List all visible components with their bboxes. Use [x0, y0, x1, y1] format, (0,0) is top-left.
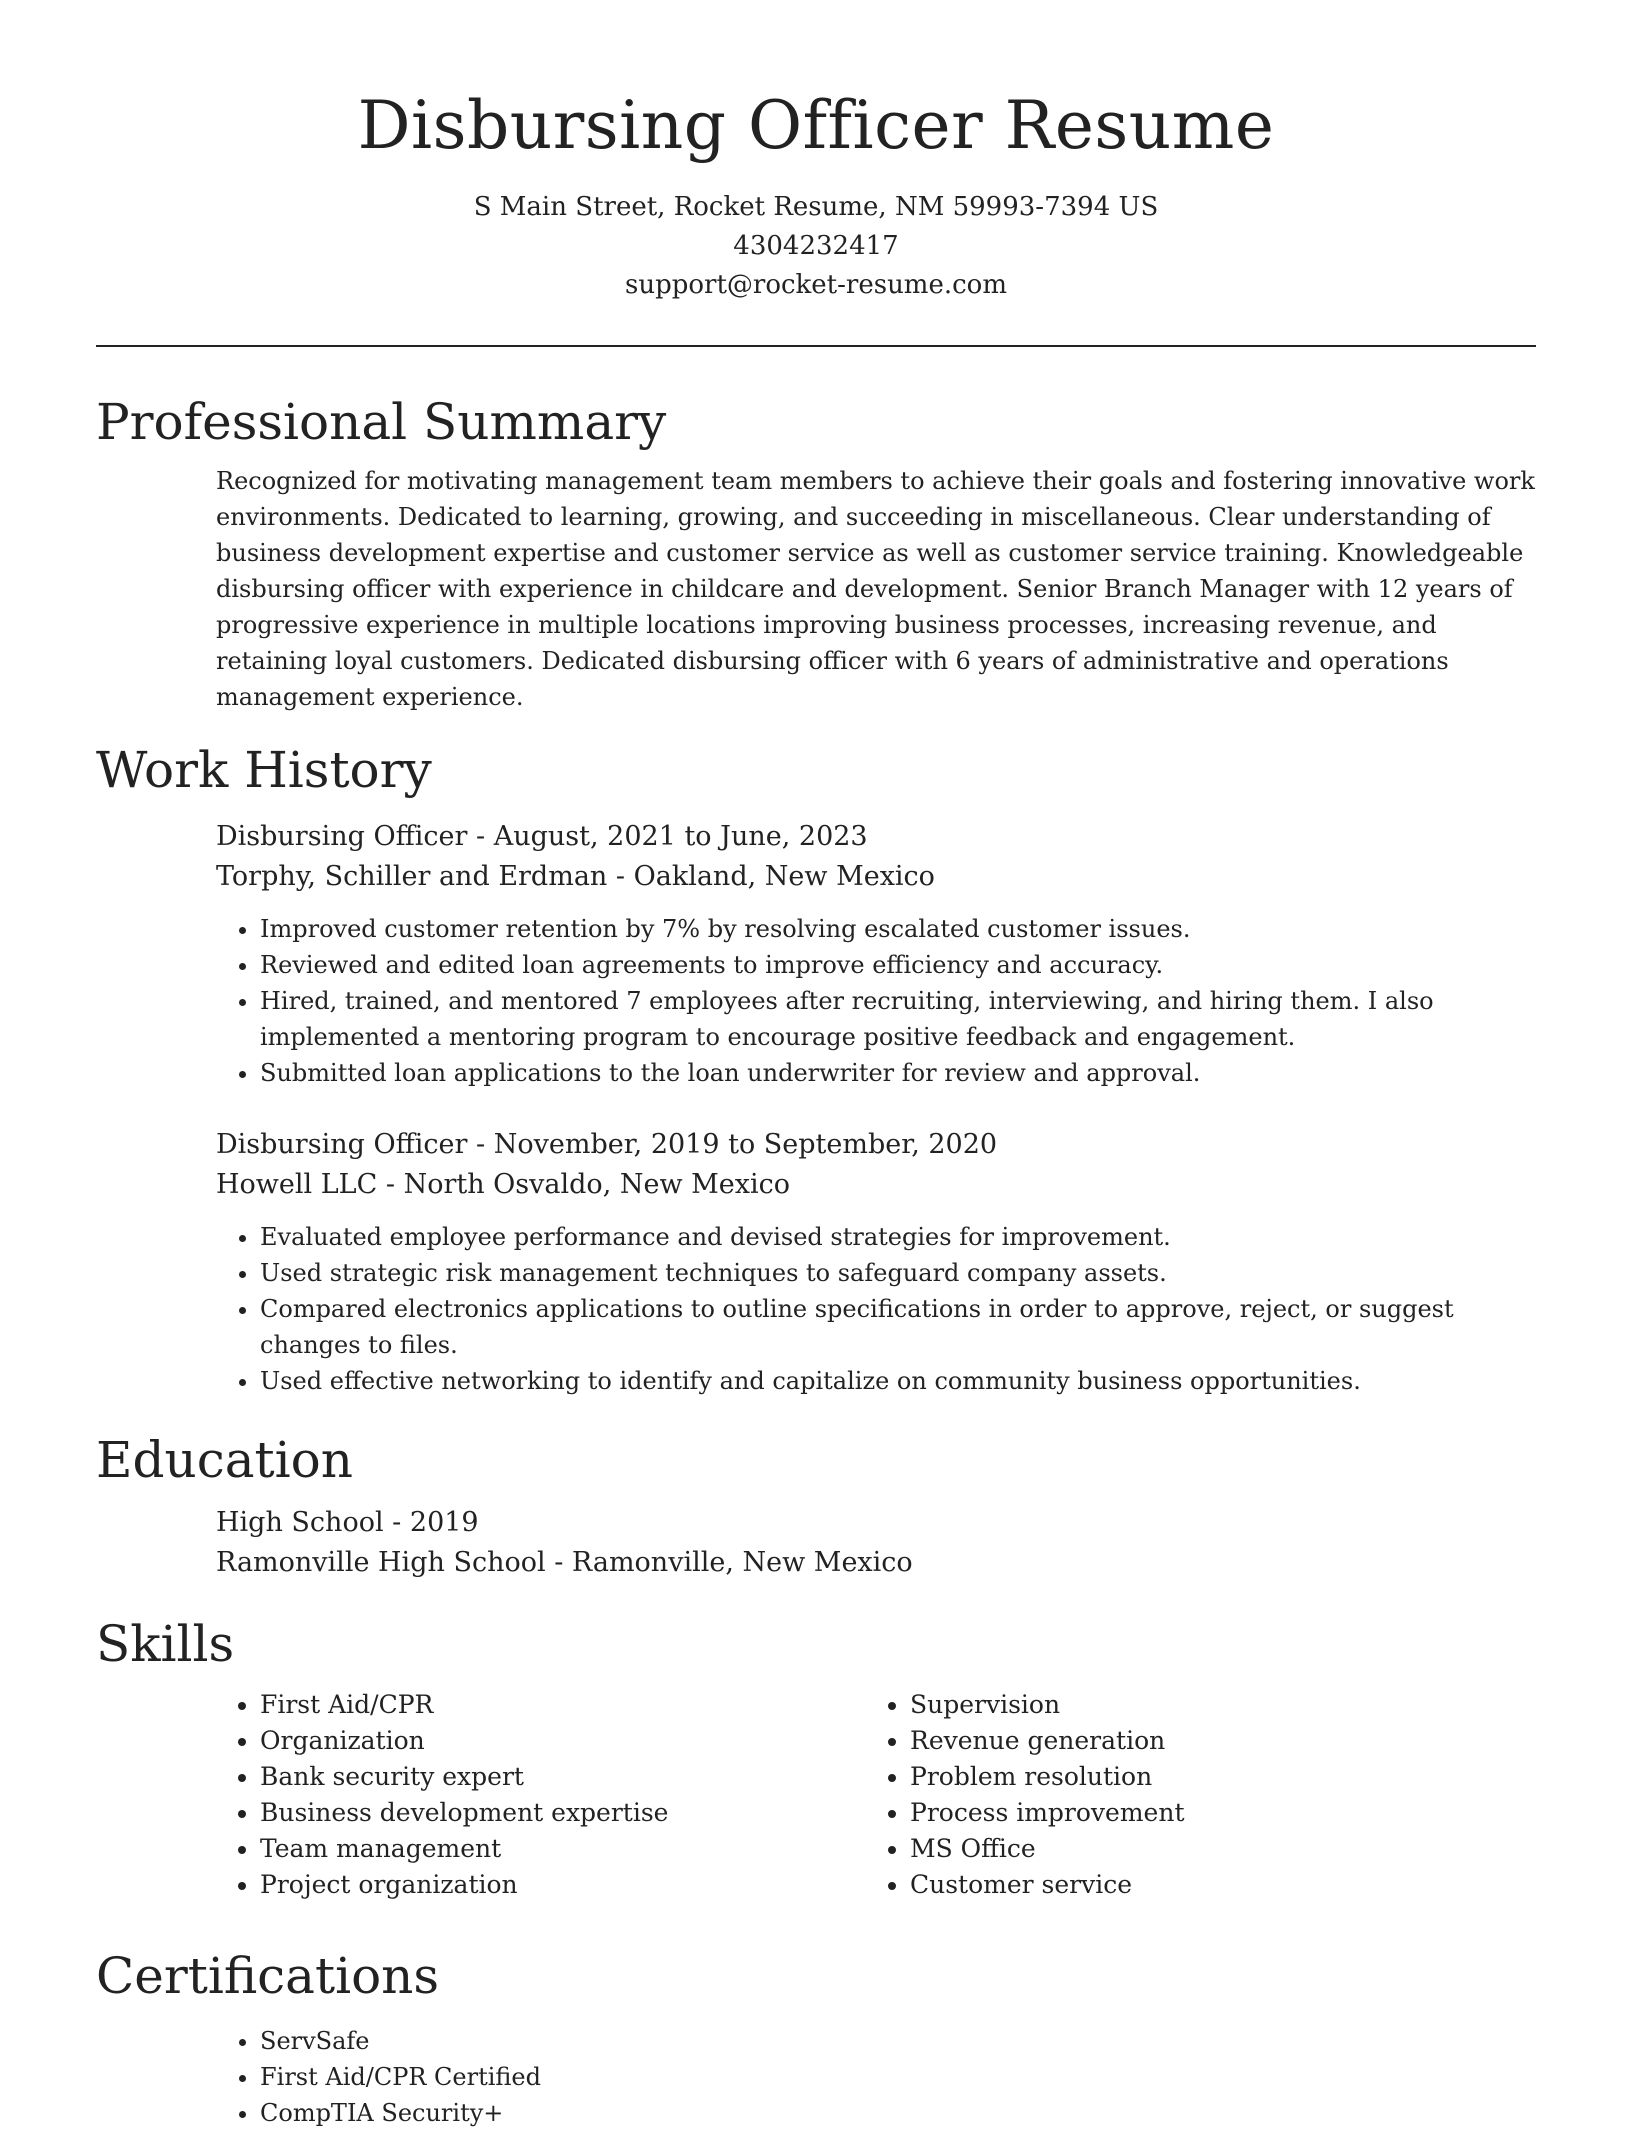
education-degree: High School: [216, 1507, 384, 1538]
skill-item: • Organization: [260, 1723, 866, 1759]
job-dates: November, 2019 to September, 2020: [493, 1129, 998, 1160]
resume-title: Disbursing Officer Resume: [357, 87, 1275, 164]
summary-text: Recognized for motivating management team members to achieve their goals and fostering innovative work environments. Dedicated to learning, growing, and succeeding in miscellaneous. Clear understanding of business development expertise and customer service as well as customer service training. Knowledgeable disbursing officer with experience in childcare and development. Senior Branch Manager with 12 years of progressive experience in multiple locations improving business processes, increasing revenue, and retaining loyal customers. Dedicated disbursing officer with 6 years of administrative and operations management experience.: [216, 467, 1535, 711]
skills-column-left: [216, 1687, 866, 1903]
skill-item: • Revenue generation: [910, 1723, 1520, 1759]
job-company: Howell LLC: [216, 1169, 378, 1200]
job-company: Torphy, Schiller and Erdman: [216, 861, 608, 892]
certification-item: • CompTIA Security+: [260, 2095, 1536, 2131]
separator: -: [377, 1169, 404, 1200]
skills-column-right: [866, 1687, 1520, 1903]
skill-item: • Problem resolution: [910, 1759, 1520, 1795]
job-bullet: • Improved customer retention by 7% by resolving escalated customer issues.: [260, 911, 1536, 947]
contact-phone: 4304232417: [733, 231, 899, 261]
contact-block: [96, 188, 1536, 305]
job-company-line: [216, 857, 1536, 897]
education-degree-line: [216, 1503, 1536, 1543]
education-school: Ramonville High School: [216, 1547, 546, 1578]
contact-address: S Main Street, Rocket Resume, NM 59993-7394 US: [473, 192, 1159, 222]
job-entry: [216, 817, 1536, 1091]
summary-heading: Professional Summary: [96, 393, 667, 451]
separator: -: [545, 1547, 572, 1578]
job-company-line: [216, 1165, 1536, 1205]
job-title-line: [216, 817, 1536, 857]
work-history-section: [96, 817, 1536, 1399]
job-location: Oakland, New Mexico: [633, 861, 935, 892]
skill-item: • First Aid/CPR: [260, 1687, 866, 1723]
job-bullet: • Evaluated employee performance and devised strategies for improvement.: [260, 1219, 1536, 1255]
job-bullet: • Compared electronics applications to outline specifications in order to approve, reject, or suggest changes to files.: [260, 1291, 1536, 1363]
job-role: Disbursing Officer: [216, 821, 468, 852]
contact-email: support@rocket-resume.com: [624, 270, 1007, 300]
certifications-section: [96, 2023, 1536, 2131]
header-divider: [96, 345, 1536, 347]
certifications-list: [216, 2023, 1536, 2131]
skills-heading: Skills: [96, 1615, 235, 1673]
skill-item: • MS Office: [910, 1831, 1520, 1867]
skill-item: • Supervision: [910, 1687, 1520, 1723]
job-dates: August, 2021 to June, 2023: [493, 821, 868, 852]
education-school-line: [216, 1543, 1536, 1583]
job-bullets: [216, 1219, 1536, 1399]
job-bullets: [216, 911, 1536, 1091]
skills-grid: [216, 1687, 1536, 1903]
resume-page: [96, 0, 1536, 2131]
education-section: [96, 1503, 1536, 1583]
skill-item: • Bank security expert: [260, 1759, 866, 1795]
education-location: Ramonville, New Mexico: [571, 1547, 913, 1578]
separator: -: [607, 861, 634, 892]
separator: -: [383, 1507, 410, 1538]
skill-item: • Project organization: [260, 1867, 866, 1903]
job-bullet: • Submitted loan applications to the loan underwriter for review and approval.: [260, 1055, 1536, 1091]
job-bullet: • Used strategic risk management techniques to safeguard company assets.: [260, 1255, 1536, 1291]
job-title-line: [216, 1125, 1536, 1165]
job-role: Disbursing Officer: [216, 1129, 468, 1160]
job-bullet: • Used effective networking to identify and capitalize on community business opportunities.: [260, 1363, 1536, 1399]
job-location: North Osvaldo, New Mexico: [403, 1169, 791, 1200]
certification-item: • ServSafe: [260, 2023, 1536, 2059]
skill-item: • Process improvement: [910, 1795, 1520, 1831]
separator: -: [467, 821, 494, 852]
education-year: 2019: [409, 1507, 479, 1538]
skills-section: [96, 1687, 1536, 1903]
work-history-heading: Work History: [96, 741, 432, 799]
skill-item: • Customer service: [910, 1867, 1520, 1903]
summary-section: [96, 463, 1536, 715]
job-bullet: • Hired, trained, and mentored 7 employees after recruiting, interviewing, and hiring them. I also implemented a mentoring program to encourage positive feedback and engagement.: [260, 983, 1536, 1055]
job-entry: [216, 1125, 1536, 1399]
separator: -: [467, 1129, 494, 1160]
education-heading: Education: [96, 1431, 353, 1489]
skill-item: • Business development expertise: [260, 1795, 866, 1831]
skill-item: • Team management: [260, 1831, 866, 1867]
certification-item: • First Aid/CPR Certified: [260, 2059, 1536, 2095]
job-bullet: • Reviewed and edited loan agreements to improve efficiency and accuracy.: [260, 947, 1536, 983]
certifications-heading: Certifications: [96, 1947, 440, 2005]
